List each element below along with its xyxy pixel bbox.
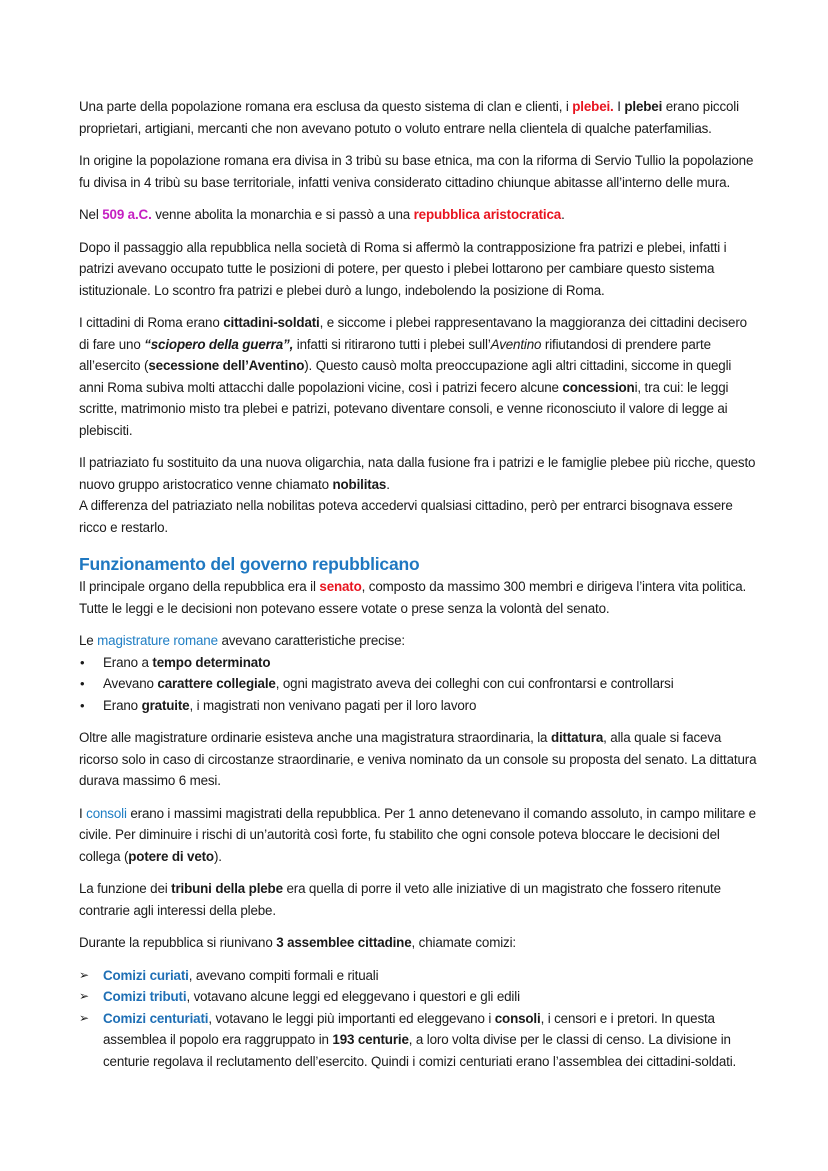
bullet-icon: •: [80, 654, 85, 670]
list-item: • Erano gratuite, i magistrati non venivano pagati per il loro lavoro: [79, 695, 759, 717]
term-concessioni: concession: [562, 379, 635, 395]
list-item: • Avevano carattere collegiale, ogni magistrato aveva dei colleghi con cui confrontarsi e controllarsi: [79, 673, 759, 695]
date-509: 509 a.C.: [102, 207, 152, 222]
term-repubblica-aristocratica: repubblica aristocratica: [413, 207, 562, 222]
term-plebei-bold: plebei: [624, 99, 663, 114]
term-tribuni-della-plebe: tribuni della plebe: [171, 881, 283, 896]
paragraph-senato: Il principale organo della repubblica era il senato, composto da massimo 300 membri e dirigeva l’intera vita politica. Tutte le leggi e le decisioni non potevano essere votate o prese senza la volontà del senato.: [79, 579, 747, 616]
section-heading: Funzionamento del governo repubblicano: [79, 554, 420, 574]
paragraph-consoli: I consoli erano i massimi magistrati della repubblica. Per 1 anno detenevano il comando assoluto, in campo militare e civile. Per diminuire i rischi di un’autorità così forte, fu stabilito che ogni console poteva bloccare le decisioni del collega (potere di veto).: [79, 805, 756, 864]
term-dittatura: dittatura: [550, 730, 604, 745]
paragraph-assemblee: Durante la repubblica si riunivano 3 assemblee cittadine, chiamate comizi:: [79, 935, 516, 950]
paragraph-magistrature: Le magistrature romane avevano caratteristiche precise:: [79, 633, 405, 648]
term-potere-di-veto: potere di veto: [128, 848, 214, 864]
list-item-comizi-tributi: ➢ Comizi tributi, votavano alcune leggi ed eleggevano i questori e gli edili: [79, 986, 759, 1008]
term-nobilitas: nobilitas: [332, 476, 387, 492]
term-magistrature-romane: magistrature romane: [97, 633, 218, 648]
bullet-icon: •: [80, 697, 85, 713]
list-item: • Erano a tempo determinato: [79, 652, 759, 674]
term-plebei: plebei.: [572, 99, 614, 114]
paragraph-509: Nel 509 a.C. venne abolita la monarchia e si passò a una repubblica aristocratica.: [79, 207, 565, 222]
document-page: [79, 96, 759, 1072]
list-item-comizi-centuriati: ➢ Comizi centuriati, votavano le leggi più importanti ed eleggevano i consoli, i censori e i pretori. In questa assemblea il popolo era raggruppato in 193 centurie, a loro volta divise per le classi di censo. La divisione in centurie regolava il reclutamento dell’esercito. Quindi i comizi centuriati erano l’assemblea dei cittadini-soldati.: [79, 1008, 759, 1073]
term-senato: senato: [319, 579, 362, 594]
paragraph-dittatura: Oltre alle magistrature ordinarie esisteva anche una magistratura straordinaria, la dittatura, alla quale si faceva ricorso solo in caso di circostanze straordinarie, e veniva nominato da un console su proposta del senato. La dittatura durava massimo 6 mesi.: [79, 730, 757, 788]
term-cittadini-soldati: cittadini-soldati: [223, 315, 320, 330]
arrow-bullet-icon: ➢: [79, 989, 89, 1003]
term-secessione: secessione dell’Aventino: [148, 358, 305, 373]
term-3-assemblee: 3 assemblee cittadine: [276, 935, 412, 950]
list-item-comizi-curiati: ➢ Comizi curiati, avevano compiti formali e rituali: [79, 965, 759, 987]
arrow-bullet-icon: ➢: [79, 1010, 89, 1025]
magistrature-list: [79, 652, 759, 717]
term-sciopero: “sciopero della guerra”,: [144, 336, 294, 352]
paragraph-plebei: Una parte della popolazione romana era esclusa da questo sistema di clan e clienti, i plebei. I plebei erano piccoli proprietari, artigiani, mercanti che non avevano potuto o voluto entrare nella clientela di qualche paterfamilias.: [79, 99, 739, 136]
paragraph-cittadini-soldati: I cittadini di Roma erano cittadini-soldati, e siccome i plebei rappresentavano la maggioranza dei cittadini decisero di fare uno “sciopero della guerra”, infatti si ritirarono tutti i plebei sull’Aventino rifiutandosi di prendere parte all’esercito (secessione dell’Aventino). Questo causò molta preoccupazione agli altri cittadini, siccome in quegli anni Roma subiva molti attacchi dalle popolazioni vicine, così i patrizi fecero alcune concessioni, tra cui: le leggi scritte, matrimonio misto tra plebei e patrizi, potevano diventare consoli, e venne riconosciuto il valore di legge ai plebisciti.: [79, 315, 747, 438]
arrow-bullet-icon: ➢: [79, 967, 89, 982]
term-aventino: Aventino: [490, 336, 542, 352]
bullet-icon: •: [80, 676, 85, 691]
paragraph-tribu: In origine la popolazione romana era divisa in 3 tribù su base etnica, ma con la riforma di Servio Tullio la popolazione fu divisa in 4 tribù su base territoriale, infatti veniva considerato cittadino chiunque abitasse all’interno delle mura.: [79, 153, 754, 190]
term-consoli: consoli: [86, 805, 127, 821]
paragraph-contrapposizione: Dopo il passaggio alla repubblica nella società di Roma si affermò la contrapposizione fra patrizi e plebei, infatti i patrizi avevano occupato tutte le posizioni di potere, per questo i plebei lottarono per cambiare questo sistema istituzionale. Lo scontro fra patrizi e plebei durò a lungo, indebolendo la posizione di Roma.: [79, 239, 727, 298]
comizi-list: [79, 965, 759, 1073]
paragraph-nobilitas: Il patriaziato fu sostituito da una nuova oligarchia, nata dalla fusione fra i patrizi e le famiglie plebee più ricche, questo nuovo gruppo aristocratico venne chiamato nobilitas. A differenza del patriaziato nella nobilitas poteva accedervi qualsiasi cittadino, però per entrarci bisognava essere ricco e restarlo.: [79, 455, 756, 535]
paragraph-tribuni: La funzione dei tribuni della plebe era quella di porre il veto alle iniziative di un magistrato che fossero ritenute contrarie agli interessi della plebe.: [79, 881, 721, 918]
